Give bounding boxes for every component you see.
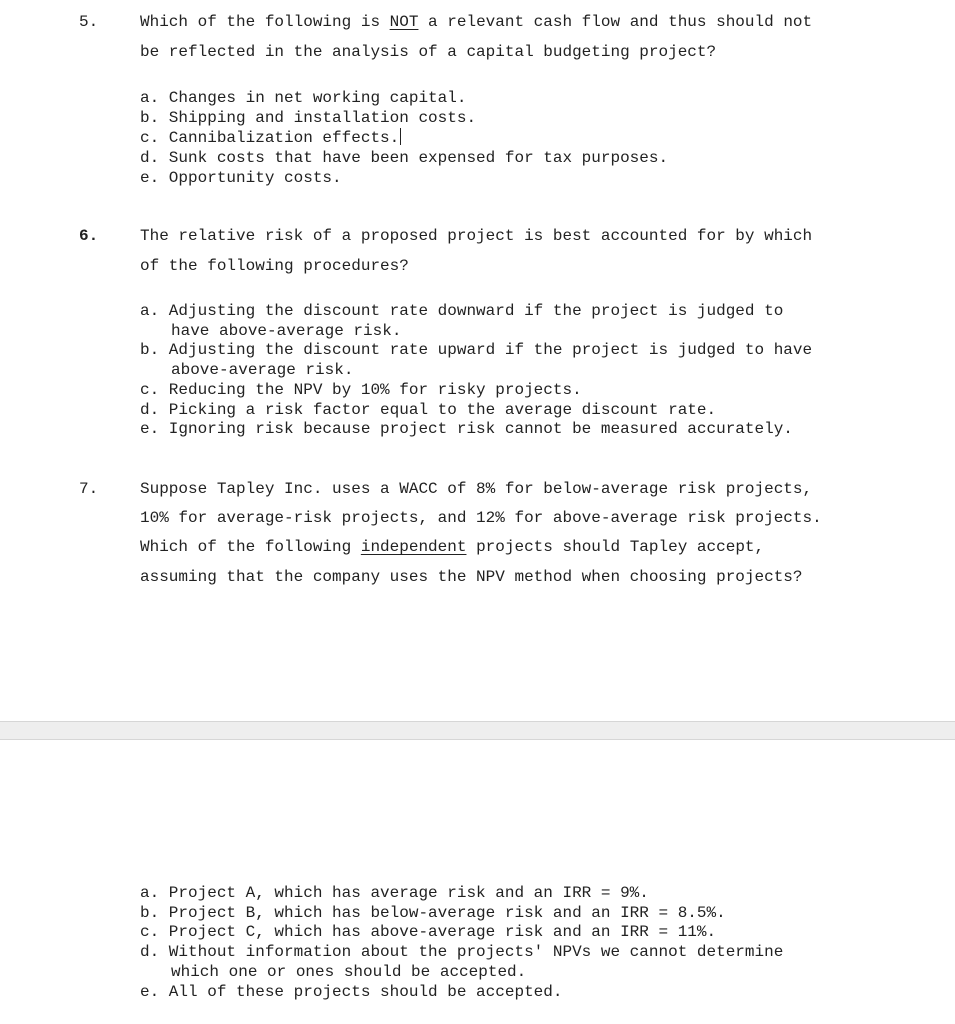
answer-option-c[interactable] xyxy=(140,128,668,149)
question-stem-line: be reflected in the analysis of a capital budgeting project? xyxy=(140,43,717,61)
emphasis-not: NOT xyxy=(389,13,419,31)
option-text-continued: which one or ones should be accepted. xyxy=(171,962,527,981)
option-text: a. Adjusting the discount rate downward if the project is judged to xyxy=(140,302,784,320)
answer-option-b[interactable]: b. Project B, which has below-average risk and an IRR = 8.5%. xyxy=(140,903,726,922)
text-cursor xyxy=(400,128,401,145)
option-text: d. Without information about the projects' NPVs we cannot determine xyxy=(140,943,784,962)
question-stem-line: 10% for average-risk projects, and 12% for above-average risk projects. xyxy=(140,509,822,527)
stem-text: Which of the following is xyxy=(140,13,390,31)
answer-option-d[interactable] xyxy=(140,943,783,982)
stem-text: projects should Tapley accept, xyxy=(466,538,765,556)
question-stem-line: assuming that the company uses the NPV method when choosing projects? xyxy=(140,568,803,586)
answer-options xyxy=(140,89,668,189)
question-stem-line: Suppose Tapley Inc. uses a WACC of 8% for below-average risk projects, xyxy=(140,480,813,498)
question-stem-line xyxy=(140,12,812,32)
option-text: b. Adjusting the discount rate upward if the project is judged to have xyxy=(140,341,813,360)
stem-text: a relevant cash flow and thus should not xyxy=(418,13,813,31)
answer-option-e[interactable]: e. Ignoring risk because project risk cannot be measured accurately. xyxy=(140,420,793,439)
answer-option-c[interactable]: c. Reducing the NPV by 10% for risky projects. xyxy=(140,380,582,399)
question-number: 7. xyxy=(79,480,99,498)
option-text-continued: above-average risk. xyxy=(171,361,354,380)
option-text-continued: have above-average risk. xyxy=(171,321,402,340)
answer-option-e[interactable]: e. Opportunity costs. xyxy=(140,168,342,187)
answer-option-d[interactable]: d. Sunk costs that have been expensed for tax purposes. xyxy=(140,149,669,168)
question-stem-line: The relative risk of a proposed project is best accounted for by which xyxy=(140,227,813,245)
answer-option-b[interactable]: b. Shipping and installation costs. xyxy=(140,108,477,127)
question-stem-line: of the following procedures? xyxy=(140,257,409,275)
answer-option-b[interactable] xyxy=(140,341,812,380)
stem-text: Which of the following xyxy=(140,538,361,556)
question-number: 6. xyxy=(79,227,99,245)
answer-options xyxy=(140,884,783,1002)
option-text: c. Cannibalization effects. xyxy=(140,129,400,148)
answer-option-c[interactable]: c. Project C, which has above-average risk and an IRR = 11%. xyxy=(140,923,717,942)
answer-option-a[interactable]: a. Changes in net working capital. xyxy=(140,89,467,107)
question-number: 5. xyxy=(79,13,99,31)
answer-option-a[interactable]: a. Project A, which has average risk and an IRR = 9%. xyxy=(140,884,649,902)
emphasis-independent: independent xyxy=(360,538,467,556)
answer-options xyxy=(140,302,812,440)
answer-option-e[interactable]: e. All of these projects should be accepted. xyxy=(140,982,563,1001)
page-break-gap xyxy=(0,721,955,740)
question-stem-line xyxy=(140,537,764,557)
answer-option-a[interactable] xyxy=(140,302,812,341)
answer-option-d[interactable]: d. Picking a risk factor equal to the average discount rate. xyxy=(140,400,717,419)
